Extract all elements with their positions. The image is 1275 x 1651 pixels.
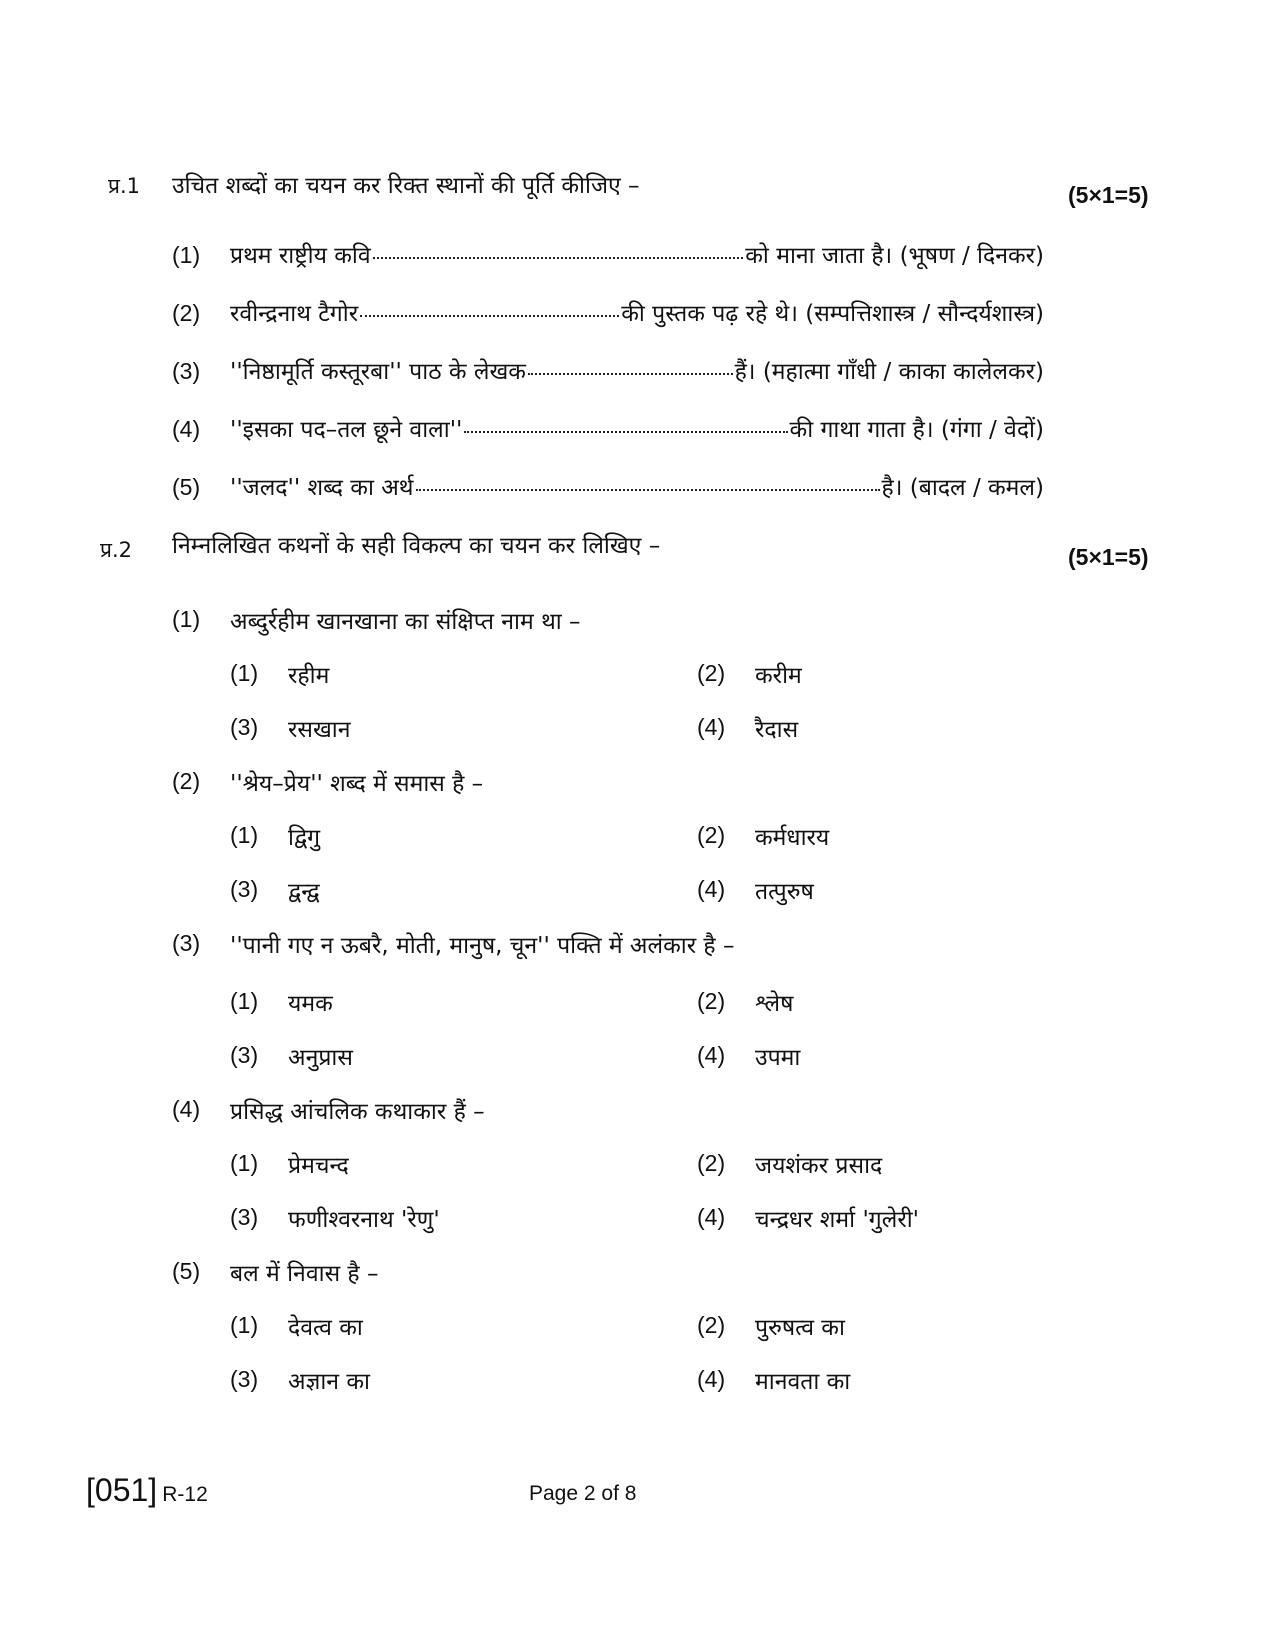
q1-number: प्र.1 [108,174,140,198]
q1-marks: (5×1=5) [1068,182,1149,208]
option-number: (2) [697,1312,726,1338]
option-text: अज्ञान का [288,1369,370,1395]
option-text: तत्पुरुष [755,879,814,905]
q2-item-text: प्रसिद्ध आंचलिक कथाकार हैं – [230,1099,485,1125]
q1-item [172,412,1044,444]
blank-dotted-line [360,315,619,317]
q2-item-text: अब्दुर्रहीम खानखाना का संक्षिप्त नाम था – [230,609,581,635]
option-number: (4) [697,1366,726,1392]
option-number: (4) [697,876,726,902]
option-text: श्लेष [755,991,794,1017]
q1-item-text-before: रवीन्द्रनाथ टैगोर [230,301,359,327]
q1-item [172,470,1044,502]
option-text: देवत्व का [288,1315,363,1341]
option-number: (4) [697,1042,726,1068]
option-text: अनुप्रास [288,1045,353,1071]
q1-item-text-before: ''निष्ठामूर्ति कस्तूरबा'' पाठ के लेखक [230,359,526,385]
option-number: (3) [230,1204,259,1230]
option-text: फणीश्वरनाथ 'रेणु' [288,1207,440,1233]
footer-paper-code [86,1472,208,1509]
q1-item-text-after: हैं। (महात्मा गाँधी / काका कालेलकर) [734,359,1044,385]
option-text: जयशंकर प्रसाद [755,1153,883,1179]
q1-item-text-before: प्रथम राष्ट्रीय कवि [230,243,371,269]
option-number: (2) [697,822,726,848]
option-number: (1) [230,822,259,848]
option-text: रैदास [755,717,799,743]
q1-item-number: (1) [172,242,201,268]
blank-dotted-line [464,431,787,433]
q1-item-text-after: की गाथा गाता है। (गंगा / वेदों) [789,417,1044,443]
option-text: रसखान [288,717,351,743]
q2-text: निम्नलिखित कथनों के सही विकल्प का चयन कर लिखिए – [172,533,661,559]
q1-item-number: (5) [172,474,201,500]
option-number: (1) [230,660,259,686]
option-number: (4) [697,1204,726,1230]
q1-item-text-before: ''इसका पद–तल छूने वाला'' [230,417,463,443]
option-number: (3) [230,1042,259,1068]
option-text: कर्मधारय [755,825,830,851]
option-number: (2) [697,660,726,686]
option-text: करीम [755,663,802,689]
q1-item-text-after: को माना जाता है। (भूषण / दिनकर) [745,243,1044,269]
option-number: (1) [230,1150,259,1176]
option-number: (1) [230,1312,259,1338]
q1-text: उचित शब्दों का चयन कर रिक्त स्थानों की पूर्ति कीजिए – [172,173,640,199]
page-number: Page 2 of 8 [529,1482,637,1505]
q2-marks: (5×1=5) [1068,544,1149,570]
q2-number: प्र.2 [100,538,132,562]
q1-item-text-before: ''जलद'' शब्द का अर्थ [230,475,414,501]
option-number: (2) [697,1150,726,1176]
option-number: (3) [230,1366,259,1392]
q2-item-number: (4) [172,1096,201,1122]
q1-item-text-after: है। (बादल / कमल) [881,475,1044,501]
q2-item-number: (5) [172,1258,201,1284]
option-number: (2) [697,988,726,1014]
q2-item-number: (3) [172,930,201,956]
blank-dotted-line [528,373,733,375]
blank-dotted-line [373,257,744,259]
paper-code: [051] [86,1472,158,1508]
option-text: द्विगु [288,825,321,851]
option-text: उपमा [755,1045,801,1071]
option-text: यमक [288,991,333,1017]
option-number: (1) [230,988,259,1014]
option-number: (3) [230,876,259,902]
blank-dotted-line [416,489,880,491]
paper-series: R-12 [162,1483,208,1506]
q2-item-text: ''पानी गए न ऊबरै, मोती, मानुष, चून'' पक्ति में अलंकार है – [230,933,735,959]
q2-item-number: (1) [172,606,201,632]
option-text: पुरुषत्व का [755,1315,845,1341]
option-text: चन्द्रधर शर्मा 'गुलेरी' [755,1207,920,1233]
q1-item [172,238,1044,270]
q1-item-number: (2) [172,300,201,326]
option-text: रहीम [288,663,330,689]
option-number: (3) [230,714,259,740]
option-text: प्रेमचन्द [288,1153,349,1179]
q1-item-text-after: की पुस्तक पढ़ रहे थे। (सम्पत्तिशास्त्र / सौन्दर्यशास्त्र) [621,301,1044,327]
option-text: द्वन्द्व [288,879,320,905]
q1-item-number: (4) [172,416,201,442]
q2-item-number: (2) [172,768,201,794]
q2-item-text: बल में निवास है – [230,1261,379,1287]
q1-item [172,354,1044,386]
q2-item-text: ''श्रेय–प्रेय'' शब्द में समास है – [230,771,484,797]
option-text: मानवता का [755,1369,851,1395]
q1-item [172,296,1044,328]
q1-item-number: (3) [172,358,201,384]
option-number: (4) [697,714,726,740]
